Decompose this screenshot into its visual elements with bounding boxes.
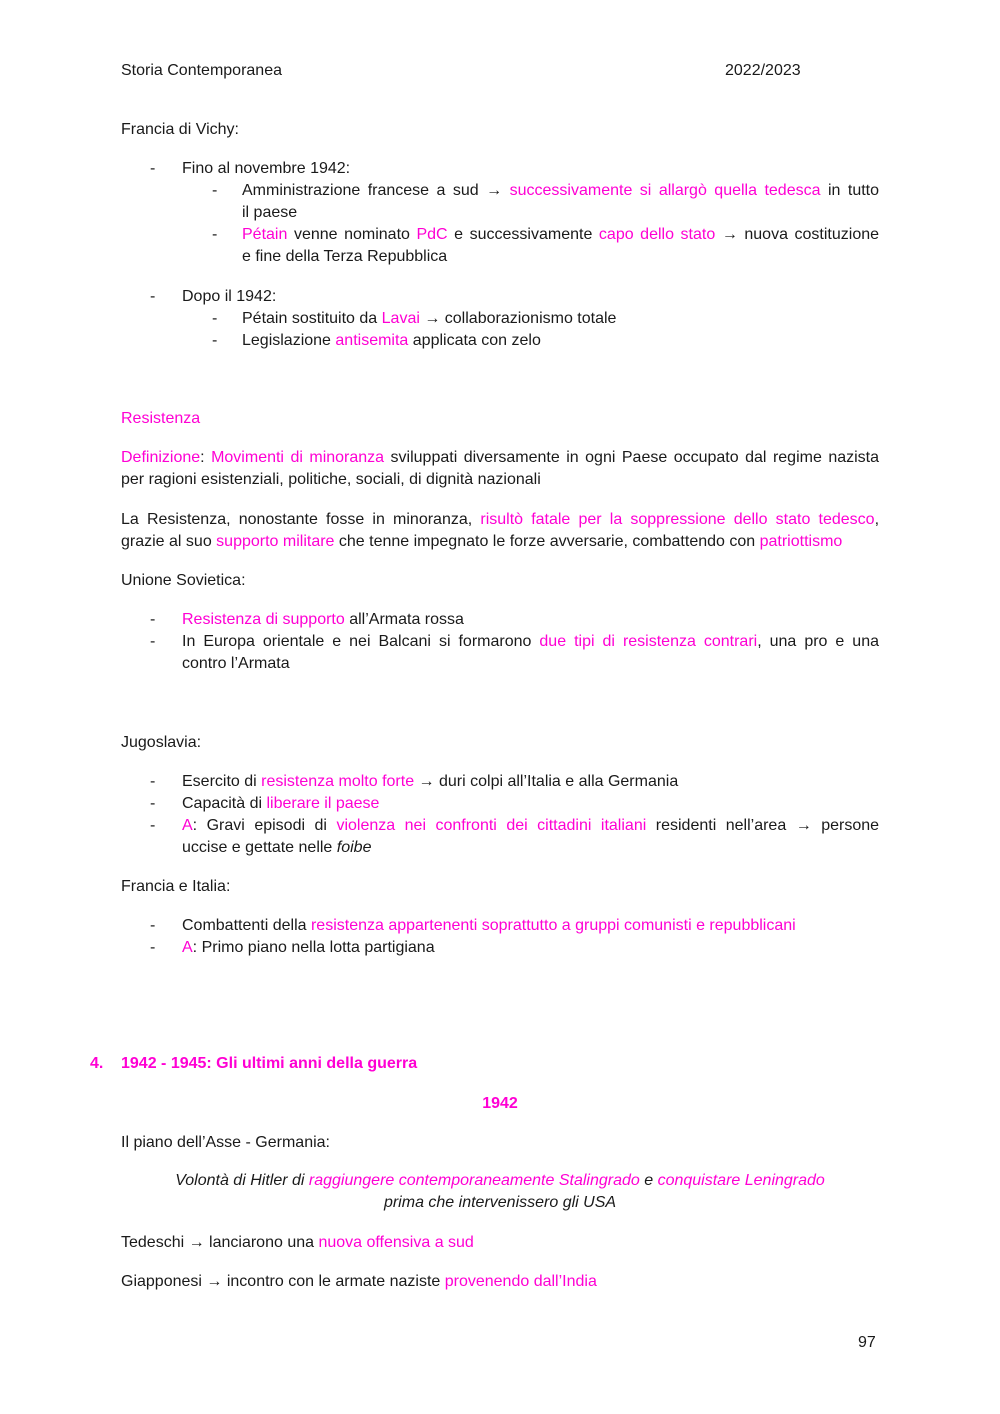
- urss-b1: Resistenza di supporto all’Armata rossa: [182, 611, 464, 628]
- header-course: Storia Contemporanea: [121, 62, 282, 79]
- vichy-fino-label: Fino al novembre 1942:: [182, 160, 351, 177]
- section-title: 1942 - 1945: Gli ultimi anni della guerra: [121, 1055, 418, 1072]
- jugo-title: Jugoslavia:: [121, 734, 202, 751]
- bullet-dash: -: [150, 611, 156, 628]
- jugo-b2: Capacità di liberare il paese: [182, 795, 380, 812]
- franita-b1: Combattenti della resistenza appartenenti soprattutto a gruppi comunisti e repubblicani: [182, 917, 796, 934]
- quote-line2: prima che intervenissero gli USA: [383, 1194, 617, 1211]
- vichy-dopo-s2: Legislazione antisemita applicata con zelo: [242, 332, 541, 349]
- vichy-fino-s2-line2: e fine della Terza Repubblica: [242, 248, 448, 265]
- vichy-dopo-s1: Pétain sostituito da Lavai → collaborazionismo totale: [242, 310, 617, 327]
- franita-b2: A: Primo piano nella lotta partigiana: [182, 939, 435, 956]
- bullet-dash: -: [150, 939, 156, 956]
- urss-b2-line1: In Europa orientale e nei Balcani si formarono due tipi di resistenza contrari, una pro e una: [182, 633, 879, 650]
- jugo-b3-line2: uccise e gettate nelle foibe: [182, 839, 372, 856]
- vichy-fino-s2-line1: Pétain venne nominato PdC e successivamente capo dello stato → nuova costituzione: [242, 226, 880, 243]
- resistenza-p2-line1: La Resistenza, nonostante fosse in minoranza, risultò fatale per la soppressione dello stato tedesco,: [121, 511, 880, 528]
- bullet-dash: -: [150, 633, 156, 650]
- bullet-dash: -: [212, 182, 218, 199]
- year-heading: 1942: [482, 1095, 518, 1112]
- vichy-title: Francia di Vichy:: [121, 121, 239, 138]
- bullet-dash: -: [212, 226, 218, 243]
- resistenza-title: Resistenza: [121, 410, 201, 427]
- giapponesi-line: Giapponesi → incontro con le armate naziste provenendo dall’India: [121, 1273, 597, 1290]
- header-year: 2022/2023: [725, 62, 801, 79]
- jugo-b3-line1: A: Gravi episodi di violenza nei confronti dei cittadini italiani residenti nell’area → persone: [182, 817, 880, 834]
- section-number: 4.: [90, 1055, 104, 1072]
- bullet-dash: -: [150, 917, 156, 934]
- vichy-fino-s1-line1: Amministrazione francese a sud → successivamente si allargò quella tedesca in tutto: [242, 182, 880, 199]
- resistenza-def-line2: per ragioni esistenziali, politiche, sociali, di dignità nazionali: [121, 471, 541, 488]
- bullet-dash: -: [150, 160, 156, 177]
- piano-title: Il piano dell’Asse - Germania:: [121, 1134, 330, 1151]
- tedeschi-line: Tedeschi → lanciarono una nuova offensiva a sud: [121, 1234, 474, 1251]
- bullet-dash: -: [150, 288, 156, 305]
- urss-title: Unione Sovietica:: [121, 572, 246, 589]
- bullet-dash: -: [150, 773, 156, 790]
- jugo-b1: Esercito di resistenza molto forte → duri colpi all’Italia e alla Germania: [182, 773, 679, 790]
- vichy-dopo-label: Dopo il 1942:: [182, 288, 277, 305]
- bullet-dash: -: [150, 817, 156, 834]
- vichy-fino-s1-line2: il paese: [242, 204, 298, 221]
- bullet-dash: -: [212, 332, 218, 349]
- resistenza-p2-line2: grazie al suo supporto militare che tenne impegnato le forze avversarie, combattendo con patriottismo: [121, 533, 843, 550]
- urss-b2-line2: contro l’Armata: [182, 655, 290, 672]
- bullet-dash: -: [150, 795, 156, 812]
- resistenza-def-line1: Definizione: Movimenti di minoranza sviluppati diversamente in ogni Paese occupato dal regime nazista: [121, 449, 880, 466]
- franita-title: Francia e Italia:: [121, 878, 231, 895]
- page-number: 97: [858, 1334, 876, 1351]
- bullet-dash: -: [212, 310, 218, 327]
- quote-line1: Volontà di Hitler di raggiungere contemporaneamente Stalingrado e conquistare Leningrado: [175, 1172, 825, 1189]
